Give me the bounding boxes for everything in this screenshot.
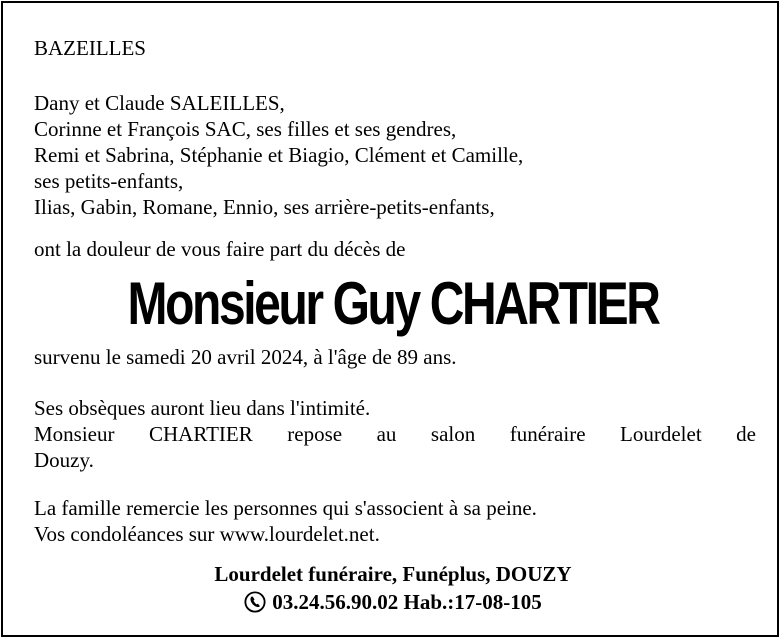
family-line: Remi et Sabrina, Stéphanie et Biagio, Clément et Camille, [34, 143, 524, 167]
phone-number: 03.24.56.90.02 Hab.:17-08-105 [272, 590, 542, 614]
family-line: Dany et Claude SALEILLES, [34, 91, 285, 115]
obituary-notice [1, 1, 779, 637]
announcement: ont la douleur de vous faire part du décès de [34, 237, 406, 261]
phone-icon [244, 591, 266, 613]
funeral-home-phone-row [3, 588, 783, 616]
funeral-home-name: Lourdelet funéraire, Funéplus, DOUZY [214, 562, 572, 586]
family-line: ses petits-enfants, [34, 169, 184, 193]
thanks-line: Vos condoléances sur www.lourdelet.net. [34, 522, 380, 546]
death-info: survenu le samedi 20 avril 2024, à l'âge de 89 ans. [34, 345, 457, 369]
thanks-line: La famille remercie les personnes qui s'associent à sa peine. [34, 496, 537, 520]
family-line: Ilias, Gabin, Romane, Ennio, ses arrière-petits-enfants, [34, 195, 495, 219]
location: BAZEILLES [34, 36, 146, 60]
family-line: Corinne et François SAC, ses filles et ses gendres, [34, 117, 457, 141]
funeral-line: Douzy. [34, 448, 94, 472]
funeral-line: Ses obsèques auront lieu dans l'intimité. [34, 396, 371, 420]
deceased-name: Monsieur Guy CHARTIER [127, 270, 659, 337]
funeral-line: Monsieur CHARTIER repose au salon funéraire Lourdelet de [34, 422, 756, 446]
